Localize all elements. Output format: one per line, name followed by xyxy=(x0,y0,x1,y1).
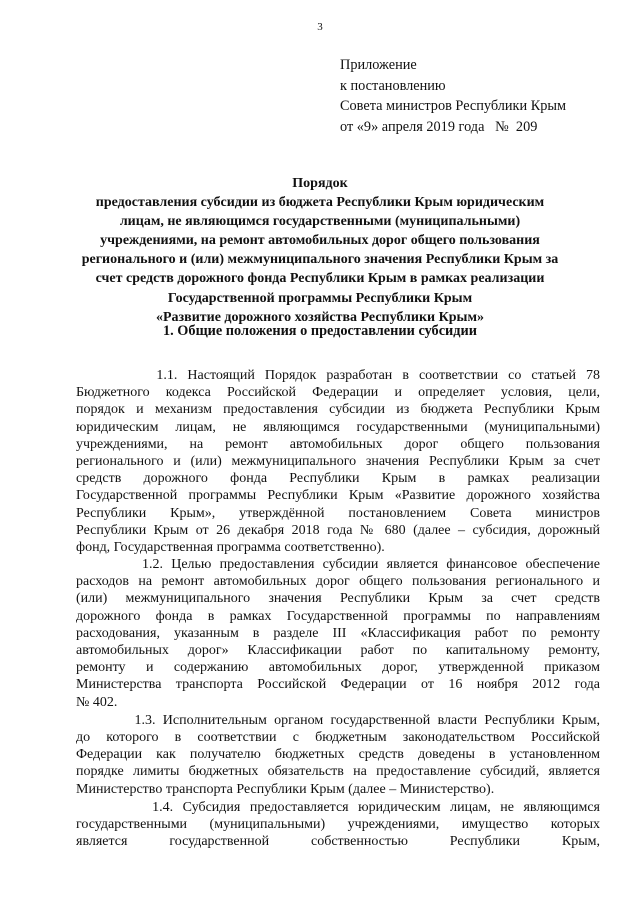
text-line: Министерство транспорта Республики Крым (далее – Министерство). xyxy=(76,781,495,797)
text-line: автомобильных дорог» Классификации работ по капитальному ремонту, xyxy=(76,643,600,658)
document-title xyxy=(68,174,572,327)
title-line: учреждениями, на ремонт автомобильных дорог общего пользования xyxy=(100,233,540,249)
title-line: счет средств дорожного фонда Республики Крым в рамках реализации xyxy=(95,271,545,287)
text-line: расходов на ремонт автомобильных дорог общего пользования регионального и xyxy=(76,574,600,590)
text-line: средств дорожного фонда Республики Крым в рамках реализации xyxy=(76,471,600,487)
title-line: предоставления субсидии из бюджета Республики Крым юридическим xyxy=(95,195,545,211)
appendix-line: Совета министров Республики Крым xyxy=(340,98,567,114)
appendix-line: от «9» апреля 2019 года № 209 xyxy=(340,118,538,135)
text-line: регионального и (или) межмуниципального значения Республики Крым за счет xyxy=(76,453,600,469)
appendix-line: к постановлению xyxy=(340,77,446,94)
text-line: юридическим лицам, не являющимся государственными (муниципальными) xyxy=(76,419,600,435)
text-line: (или) межмуниципального значения Республики Крым за счет средств xyxy=(76,591,600,607)
text-line: порядок и механизм предоставления субсидии из бюджета Республики Крым xyxy=(76,402,600,418)
text-line: учреждениями, на ремонт автомобильных дорог общего пользования xyxy=(76,436,600,452)
text-line: фонд, Государственная программа соответственно). xyxy=(76,539,385,555)
text-line: Бюджетного кодекса Российской Федерации и определяет условия, цели, xyxy=(76,385,600,401)
text-line: до которого в соответствии с бюджетным законодательством Российской xyxy=(76,729,600,745)
text-line: 1.1. Настоящий Порядок разработан в соответствии со статьей 78 xyxy=(76,368,600,383)
text-line: Государственной программы Республики Крым «Развитие дорожного хозяйства xyxy=(76,488,600,504)
text-line: 1.4. Субсидия предоставляется юридическим лицам, не являющимся xyxy=(76,799,600,815)
text-line: Республики Крым от 26 декабря 2018 года № 680 (далее – субсидия, дорожный xyxy=(76,522,600,538)
paragraph-1-2 xyxy=(76,556,600,711)
appendix-block xyxy=(340,55,630,137)
text-line: ремонту и содержанию автомобильных дорог, утвержденной приказом xyxy=(76,660,600,676)
text-line: расходования, указанным в разделе III «Классификация работ по ремонту xyxy=(76,625,600,641)
title-line: Государственной программы Республики Крым xyxy=(167,290,473,306)
title-line: Порядок xyxy=(292,176,348,191)
text-line: является государственной собственностью Республики Крым, xyxy=(76,834,600,850)
text-line: Республики Крым», утверждённой постановлением Совета министров xyxy=(76,505,600,521)
text-line: дорожного фонда в рамках Государственной программы по направлениям xyxy=(76,608,600,624)
text-line: Федерации как получателю бюджетных средств доведены в установленном xyxy=(76,747,600,763)
text-line: Министерства транспорта Российской Федерации от 16 ноября 2012 года xyxy=(76,677,600,693)
title-line: лицам, не являющимся государственными (муниципальными) xyxy=(119,214,521,230)
title-line: «Развитие дорожного хозяйства Республики Крым» xyxy=(155,309,485,325)
text-line: порядке лимиты бюджетных обязательств на предоставление субсидий, является xyxy=(76,764,600,780)
text-line: 1.2. Целью предоставления субсидии является финансовое обеспечение xyxy=(76,557,600,573)
text-line: 1.3. Исполнительным органом государственной власти Республики Крым, xyxy=(76,712,600,728)
text-line: государственными (муниципальными) учреждениями, имущество которых xyxy=(76,816,600,832)
paragraph-1-1 xyxy=(76,367,600,556)
title-line: регионального и (или) межмуниципального значения Республики Крым за xyxy=(81,252,559,268)
body-text xyxy=(76,367,600,850)
appendix-line: Приложение xyxy=(340,57,417,73)
text-line: № 402. xyxy=(76,694,118,710)
page-number: 3 xyxy=(317,21,323,33)
section-heading: 1. Общие положения о предоставлении субсидии xyxy=(163,323,477,339)
paragraph-1-3 xyxy=(76,712,600,798)
paragraph-1-4 xyxy=(76,799,600,851)
